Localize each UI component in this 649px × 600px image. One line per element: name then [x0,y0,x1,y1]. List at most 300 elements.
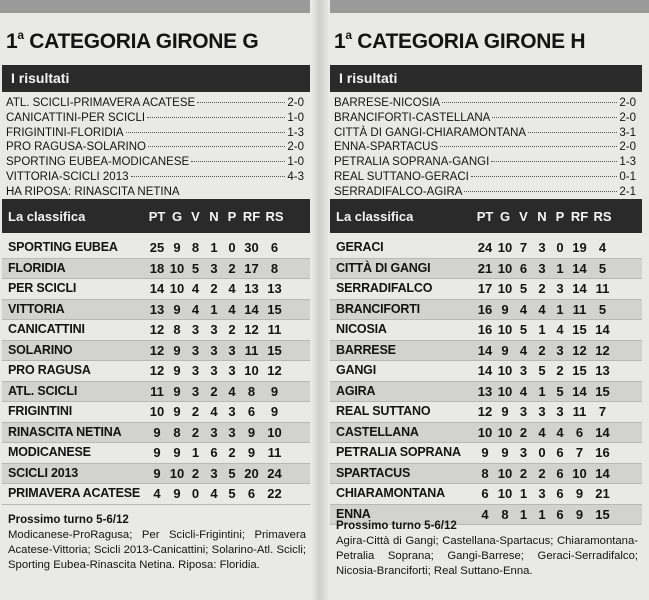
stat-cell: 10 [149,404,165,419]
stat-cell: 6 [575,424,584,440]
team-name: CITTÀ DI GANGI [336,260,431,275]
team-name: FLORIDIA [8,260,66,275]
stat-cell: 12 [244,322,259,337]
stat-cell: 9 [153,465,161,481]
stat-cell: 8 [481,465,489,481]
stat-cell: 9 [173,240,181,255]
stat-cell: 3 [538,486,546,501]
stat-cell: 9 [173,342,181,358]
column-header: RF [570,208,589,224]
stat-cell: 10 [267,424,282,440]
result-score: 0-1 [619,170,636,183]
stat-cell: 16 [477,322,493,337]
stat-cell: 10 [497,486,513,501]
table-row [2,279,310,300]
stat-cell: 10 [477,424,493,440]
stat-cell: 6 [247,404,256,419]
table-row [330,443,642,464]
stat-cell: 10 [169,281,185,296]
result-teams: CITTÀ DI GANGI-CHIARAMONTANA [334,126,527,139]
stat-cell: 1 [191,445,200,460]
girone-g-standings-header [2,199,310,233]
stat-cell: 9 [173,445,181,460]
team-name: SCICLI 2013 [8,465,79,480]
team-name: MODICANESE [8,445,91,459]
stat-cell: 9 [153,445,161,460]
stat-cell: 2 [228,260,236,276]
stat-cell: 9 [501,301,509,317]
stat-cell: 24 [477,240,493,255]
stat-cell: 4 [556,424,564,440]
column-header: P [555,208,565,224]
stat-cell: 2 [519,465,528,481]
top-band-left [0,0,310,13]
stat-cell: 14 [244,301,259,317]
stat-cell: 4 [519,383,528,399]
stat-cell: 10 [497,465,513,481]
dot-leader [148,146,285,147]
team-name: BARRESE [336,342,396,357]
stat-cell: 3 [228,363,236,378]
stat-cell: 11 [150,383,164,399]
stat-cell: 1 [538,322,546,337]
stat-cell: 12 [572,342,587,358]
result-score: 2-1 [619,185,636,198]
stat-cell: 12 [267,363,282,378]
stat-cell: 16 [595,445,610,460]
stat-cell: 4 [538,301,546,317]
stat-cell: 3 [210,424,218,440]
stat-cell: 5 [228,486,236,501]
stat-cell: 0 [228,240,236,255]
result-row [334,185,636,200]
team-name: NICOSIA [336,322,387,336]
stat-cell: 3 [556,404,564,419]
stat-cell: 2 [538,465,546,481]
stat-cell: 11 [595,281,610,296]
dot-leader [491,161,617,162]
table-row [2,238,310,259]
stat-cell: 13 [595,363,610,378]
stat-cell: 11 [572,301,587,317]
result-row [6,111,304,126]
stat-cell: 16 [477,301,493,317]
stat-cell: 5 [598,301,607,317]
stat-cell: 4 [210,404,218,419]
result-row [334,140,636,155]
result-teams: PRO RAGUSA-SOLARINO [6,141,146,154]
dot-leader [528,132,617,133]
stat-cell: 12 [595,342,610,358]
result-score: 2-0 [619,141,636,154]
stat-cell: 5 [519,281,528,296]
stat-cell: 3 [210,465,218,481]
result-teams: SERRADIFALCO-AGIRA [334,185,463,198]
stat-cell: 15 [595,506,610,522]
table-row [330,259,642,280]
result-row [6,96,304,111]
stat-cell: 5 [556,383,564,399]
stat-cell: 3 [228,404,236,419]
stat-cell: 25 [149,240,165,255]
stat-cell: 10 [497,363,513,378]
table-row [330,423,642,444]
dot-leader [131,176,286,177]
result-teams: FRIGINTINI-FLORIDIA [6,126,124,139]
stat-cell: 10 [497,322,513,337]
stat-cell: 6 [556,486,564,501]
stat-cell: 3 [538,404,546,419]
stat-cell: 10 [497,260,513,276]
stat-cell: 2 [538,281,546,296]
table-row [330,361,642,382]
stat-cell: 4 [153,486,161,501]
dot-leader [464,191,617,192]
stat-cell: 3 [538,240,546,255]
stat-cell: 10 [572,465,587,481]
team-name: SPORTING EUBEA [8,240,118,254]
stat-cell: 6 [556,465,564,481]
results-list [6,96,304,185]
stat-cell: 4 [210,486,218,501]
table-row [330,238,642,259]
dot-leader [147,117,285,118]
stat-cell: 4 [191,301,200,317]
stat-cell: 2 [191,424,200,440]
stat-cell: 3 [210,322,218,337]
stat-cell: 0 [556,240,564,255]
result-score: 2-0 [619,97,636,109]
stat-cell: 1 [519,486,528,501]
dot-leader [492,117,617,118]
next-round-title: Prossimo turno 5-6/12 [336,520,457,532]
result-score: 1-0 [287,156,304,169]
stat-cell: 5 [191,260,200,276]
stat-cell: 4 [519,342,528,358]
table-row [2,484,310,505]
team-name: ATL. SCICLI [8,383,78,398]
stat-cell: 3 [191,383,200,399]
stat-cell: 3 [556,342,564,358]
standings-title: La classifica [336,208,414,224]
stat-cell: 6 [556,506,564,522]
team-name: FRIGINTINI [8,404,72,418]
stat-cell: 21 [477,260,493,276]
dot-leader [191,161,285,162]
stat-cell: 1 [556,260,564,276]
table-row [2,300,310,321]
girone-g-standings [2,238,310,505]
table-row [330,382,642,403]
stat-cell: 5 [519,322,528,337]
result-score: 1-3 [287,126,304,139]
girone-g-title: 1$^a$ CATEGORIA GIRONE G [6,28,259,53]
stat-cell: 12 [149,342,165,358]
table-row [330,320,642,341]
stat-cell: 4 [538,424,546,440]
stat-cell: 3 [210,363,218,378]
stat-cell: 18 [149,260,165,276]
column-header: N [537,208,547,224]
team-name: PETRALIA SOPRANA [336,445,461,459]
stat-cell: 9 [173,486,181,501]
table-row [330,341,642,362]
stat-cell: 3 [519,404,528,419]
result-teams: SPORTING EUBEA-MODICANESE [6,156,190,169]
stat-cell: 6 [270,240,279,255]
column-header: G [171,208,183,224]
stat-cell: 8 [173,322,181,337]
stat-cell: 8 [173,424,181,440]
dot-leader [442,102,617,103]
stat-cell: 12 [149,322,165,337]
stat-cell: 2 [210,281,218,296]
table-row [2,361,310,382]
stat-cell: 14 [595,465,610,481]
result-row [334,155,636,170]
table-row [330,279,642,300]
stat-cell: 9 [270,383,279,399]
result-score: 4-3 [287,170,304,183]
stat-cell: 10 [497,240,513,255]
dot-leader [197,102,285,103]
girone-g-riposa: HA RIPOSA: RINASCITA NETINA [6,185,180,198]
result-score: 3-1 [619,126,636,139]
stat-cell: 9 [575,506,584,522]
top-band-right [330,0,649,13]
stat-cell: 6 [247,486,256,501]
stat-cell: 24 [267,465,282,481]
stat-cell: 9 [173,301,181,317]
stat-cell: 3 [191,363,200,378]
stat-cell: 15 [267,342,282,358]
result-score: 2-0 [619,111,636,124]
result-row [6,126,304,141]
stat-cell: 9 [153,424,161,440]
stat-cell: 0 [538,445,546,460]
stat-cell: 11 [267,322,282,337]
page-fold [312,0,328,600]
result-row [334,96,636,111]
stat-cell: 11 [244,342,259,358]
stat-cell: 12 [477,404,493,419]
stat-cell: 20 [244,465,259,481]
column-header: G [499,208,511,224]
stat-cell: 6 [519,260,528,276]
stat-cell: 2 [538,342,546,358]
stat-cell: 2 [228,445,236,460]
result-teams: ATL. SCICLI-PRIMAVERA ACATESE [6,97,196,109]
stat-cell: 9 [481,445,489,460]
stat-cell: 3 [191,322,200,337]
result-teams: ENNA-SPARTACUS [334,141,439,154]
stat-cell: 7 [575,445,584,460]
next-round-title: Prossimo turno 5-6/12 [8,514,129,526]
team-name: PRIMAVERA ACATESE [8,486,141,500]
stat-cell: 5 [598,260,607,276]
stat-cell: 9 [173,404,181,419]
stat-cell: 19 [572,240,587,255]
stat-cell: 4 [228,383,236,399]
stat-cell: 4 [556,322,564,337]
column-header: P [227,208,237,224]
stat-cell: 14 [149,281,165,296]
result-score: 2-0 [287,141,304,154]
next-round-fixtures: Agira-Città di Gangi; Castellana-Spartacus; Chiaramontana-Petralia Soprana; Gangi-Barrese; Geraci-Serradifalco; Nicosia-Branciforti; Real Suttano-Enna. [336,535,638,577]
stat-cell: 3 [210,342,218,358]
team-name: SOLARINO [8,342,73,357]
stat-cell: 10 [169,260,185,276]
result-row [334,126,636,141]
table-row [2,423,310,444]
table-row [2,382,310,403]
team-name: CANICATTINI [8,322,85,336]
results-list [334,96,636,200]
stat-cell: 15 [595,383,610,399]
stat-cell: 15 [572,322,587,337]
stat-cell: 30 [244,240,259,255]
column-header: V [191,208,200,224]
stat-cell: 15 [572,363,587,378]
team-name: GERACI [336,240,384,254]
stat-cell: 15 [267,301,282,317]
stat-cell: 8 [247,383,256,399]
stat-cell: 5 [538,363,546,378]
stat-cell: 17 [244,260,259,276]
girone-h-standings-header [330,199,642,233]
stat-cell: 1 [556,301,564,317]
team-name: BRANCIFORTI [336,301,420,316]
girone-h-standings [330,238,642,525]
stat-cell: 21 [595,486,610,501]
stat-cell: 11 [267,445,282,460]
stat-cell: 3 [191,342,200,358]
result-teams: BARRESE-NICOSIA [334,97,441,109]
stat-cell: 13 [477,383,493,399]
stat-cell: 14 [572,260,587,276]
team-name: CASTELLANA [336,424,419,439]
team-name: ENNA [336,506,371,521]
result-row [6,140,304,155]
stat-cell: 22 [267,486,282,501]
stat-cell: 3 [519,363,528,378]
girone-h-results [334,96,636,200]
stat-cell: 5 [228,465,236,481]
stat-cell: 3 [228,424,236,440]
result-teams: REAL SUTTANO-GERACI [334,170,469,183]
team-name: SPARTACUS [336,465,411,480]
stat-cell: 3 [228,342,236,358]
next-round-fixtures: Modicanese-ProRagusa; Per Scicli-Frigintini; Primavera Acatese-Vittoria; Scicli 2013-Canicattini; Solarino-Atl. Scicli; Sporting Eubea-Rinascita Netina. Riposa: Floridia. [8,529,306,571]
stat-cell: 14 [595,322,610,337]
result-teams: VITTORIA-SCICLI 2013 [6,170,129,183]
stat-cell: 9 [501,342,509,358]
stat-cell: 13 [149,301,165,317]
stat-cell: 4 [228,281,236,296]
stat-cell: 14 [595,424,610,440]
stat-cell: 1 [210,240,218,255]
stat-cell: 9 [575,486,584,501]
stat-cell: 9 [173,363,181,378]
table-row [330,300,642,321]
stat-cell: 2 [210,383,218,399]
dot-leader [440,146,617,147]
stat-cell: 14 [477,342,493,358]
stat-cell: 2 [556,363,564,378]
stat-cell: 4 [519,301,528,317]
column-header: PT [476,208,494,224]
team-name: PRO RAGUSA [8,363,91,377]
team-name: SERRADIFALCO [336,281,433,295]
stat-cell: 3 [519,445,528,460]
table-row [2,402,310,423]
column-header: RF [242,208,261,224]
stat-cell: 6 [210,445,218,460]
result-row [334,111,636,126]
result-row [6,155,304,170]
team-name: CHIARAMONTANA [336,486,445,500]
girone-g-results [6,96,304,200]
stat-cell: 8 [270,260,279,276]
result-score: 2-0 [287,97,304,109]
stat-cell: 9 [247,424,256,440]
girone-h-next-round [336,519,638,579]
stat-cell: 6 [556,445,564,460]
result-teams: PETRALIA SOPRANA-GANGI [334,156,490,169]
stat-cell: 13 [244,281,259,296]
stat-cell: 2 [191,404,200,419]
team-name: AGIRA [336,383,376,398]
stat-cell: 3 [210,260,218,276]
stat-cell: 10 [244,363,259,378]
table-row [330,464,642,485]
column-header: PT [148,208,166,224]
stat-cell: 4 [598,240,607,255]
team-name: GANGI [336,363,376,377]
table-row [2,464,310,485]
stat-cell: 4 [228,301,236,317]
table-row [2,341,310,362]
result-score: 1-3 [619,156,636,169]
stat-cell: 14 [572,383,587,399]
stat-cell: 12 [149,363,165,378]
stat-cell: 7 [519,240,528,255]
stat-cell: 14 [572,281,587,296]
table-row [2,443,310,464]
stat-cell: 3 [556,281,564,296]
stat-cell: 7 [598,404,607,419]
stat-cell: 10 [497,383,513,399]
stat-cell: 3 [538,260,546,276]
stat-cell: 1 [519,506,528,522]
stat-cell: 9 [270,404,279,419]
table-row [330,402,642,423]
team-name: RINASCITA NETINA [8,424,122,439]
stat-cell: 8 [191,240,200,255]
stat-cell: 2 [228,322,236,337]
stat-cell: 17 [477,281,493,296]
column-header: N [209,208,219,224]
table-row [2,259,310,280]
dot-leader [471,176,618,177]
result-teams: BRANCIFORTI-CASTELLANA [334,111,491,124]
girone-g-next-round [8,513,306,573]
girone-h-title: 1$^a$ CATEGORIA GIRONE H [334,28,586,53]
stat-cell: 2 [519,424,528,440]
stat-cell: 2 [191,465,200,481]
stat-cell: 4 [481,506,489,522]
result-row [334,170,636,185]
